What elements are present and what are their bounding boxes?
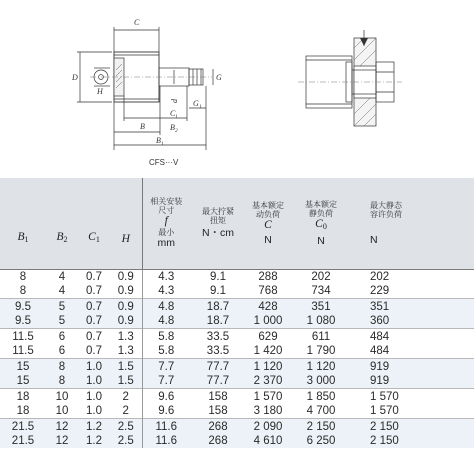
table-cell: 0.7 — [78, 329, 110, 345]
table-cell: 1.0 — [78, 389, 110, 405]
table-cell: 0.7 — [86, 285, 102, 297]
table-cell: 8 — [46, 374, 78, 389]
dim-label-b: B — [140, 122, 145, 131]
table-cell: 77.7 — [190, 359, 246, 375]
header-b2: $B_2$ — [46, 178, 78, 270]
table-cell: 5 — [46, 314, 78, 329]
header-b1: $B_1$ — [0, 178, 46, 270]
table-cell: 11.6 — [142, 419, 190, 435]
table-cell: 4 — [58, 285, 66, 297]
table-cell: 288 — [258, 271, 278, 283]
table-row — [0, 270, 474, 285]
table-cell: 11.6 — [142, 434, 190, 448]
table-cell: 1.3 — [117, 345, 134, 357]
table-cell: 33.5 — [190, 329, 246, 345]
header-max-static-allowable: 最大静态 容许负荷 N — [352, 178, 474, 270]
table-cell: 4.3 — [142, 284, 190, 299]
table-cell: 1.0 — [78, 374, 110, 389]
header-h: H — [110, 178, 142, 270]
table-cell: 2 — [122, 405, 129, 417]
dim-label-b1: B — [156, 136, 161, 145]
table-cell: 229 — [370, 285, 390, 297]
table-cell: 21.5 — [0, 419, 46, 435]
table-cell: 0.7 — [86, 345, 102, 357]
table-row — [0, 299, 474, 315]
table-cell: 1.2 — [78, 434, 110, 448]
table-cell: 9.1 — [210, 285, 226, 297]
table-cell: 5 — [46, 299, 78, 315]
header-dynamic-load: 基本额定 动负荷 C N — [246, 178, 290, 270]
specification-table — [0, 178, 474, 448]
table-cell: 6 — [46, 329, 78, 345]
table-cell: 3 180 — [253, 405, 283, 417]
table-cell: 268 — [190, 419, 246, 435]
table-body — [0, 270, 474, 449]
table-cell: 2 150 — [352, 419, 474, 435]
table-cell: 919 — [352, 374, 474, 389]
header-max-torque: 最大拧紧 扭矩 N・cm — [190, 178, 246, 270]
table-cell: 158 — [208, 405, 228, 417]
dim-label-g: G — [216, 73, 222, 82]
table-cell: 351 — [290, 299, 352, 315]
table-cell: 1 120 — [246, 359, 290, 375]
table-cell: 33.5 — [206, 345, 230, 357]
table-cell: 2 090 — [246, 419, 290, 435]
table-cell: 1.5 — [110, 374, 142, 389]
table-cell: 9.1 — [210, 271, 226, 283]
table-cell: 202 — [370, 271, 390, 283]
table-cell: 10 — [46, 389, 78, 405]
table-row — [0, 284, 474, 299]
table-cell: 351 — [352, 299, 474, 315]
table-cell: 1.0 — [78, 359, 110, 375]
table-cell: 8 — [19, 271, 27, 283]
table-cell: 0.7 — [78, 299, 110, 315]
table-cell: 2.5 — [110, 434, 142, 448]
table-cell: 2.5 — [110, 419, 142, 435]
table-cell: 1 570 — [246, 389, 290, 405]
table-cell: 0.9 — [110, 314, 142, 329]
table-cell: 12 — [46, 434, 78, 448]
table-cell: 3 000 — [290, 374, 352, 389]
table-cell: 21.5 — [0, 434, 46, 448]
table-cell: 7.7 — [142, 359, 190, 375]
table-cell: 0.7 — [78, 314, 110, 329]
table-cell: 9.6 — [142, 389, 190, 405]
table-cell: 1 790 — [306, 345, 336, 357]
table-cell: 15 — [0, 374, 46, 389]
table-cell: 9.6 — [142, 404, 190, 419]
table-cell: 8 — [46, 359, 78, 375]
table-cell: 15 — [0, 359, 46, 375]
table-cell: 0.9 — [117, 285, 134, 297]
table-cell: 484 — [352, 329, 474, 345]
table-cell: 18 — [0, 389, 46, 405]
table-cell: 1 080 — [290, 314, 352, 329]
table-cell: 1.2 — [78, 419, 110, 435]
table-cell: 2 150 — [290, 419, 352, 435]
table-row — [0, 374, 474, 389]
table-cell: 202 — [311, 271, 331, 283]
table-cell: 5.8 — [142, 329, 190, 345]
table-cell: 0.9 — [117, 271, 134, 283]
table-header — [0, 178, 474, 270]
dim-label-c: C — [134, 18, 140, 27]
table-cell: 2 370 — [246, 374, 290, 389]
dim-sub-b1: 1 — [161, 141, 164, 147]
table-cell: 6 — [58, 345, 66, 357]
table-cell: 734 — [311, 285, 331, 297]
table-row — [0, 359, 474, 375]
table-cell: 4 — [58, 271, 66, 283]
table-row — [0, 434, 474, 448]
dim-sub-g1: 1 — [199, 104, 202, 110]
table-cell: 8 — [19, 285, 27, 297]
table-cell: 4 610 — [246, 434, 290, 448]
table-cell: 11.5 — [12, 345, 34, 357]
header-static-load: 基本额定 静负荷 $C_0$ N — [290, 178, 352, 270]
technical-drawing — [0, 0, 474, 178]
table-cell: 18.7 — [190, 299, 246, 315]
table-cell: 2 150 — [352, 434, 474, 448]
table-row — [0, 344, 474, 359]
dim-sub-b2: 2 — [175, 128, 178, 134]
table-row — [0, 329, 474, 345]
table-cell: 4.3 — [142, 270, 190, 285]
table-cell: 629 — [246, 329, 290, 345]
table-cell: 7.7 — [142, 374, 190, 389]
dim-label-d1: d — [170, 99, 179, 103]
table-row — [0, 419, 474, 435]
table-cell: 484 — [370, 345, 390, 357]
table-cell: 4.8 — [142, 299, 190, 315]
table-row — [0, 314, 474, 329]
table-cell: 360 — [352, 314, 474, 329]
table-cell: 10 — [55, 405, 69, 417]
table-cell: 18.7 — [190, 314, 246, 329]
table-cell: 1.5 — [110, 359, 142, 375]
dim-label-b2: B — [170, 123, 175, 132]
table-cell: 4 700 — [306, 405, 336, 417]
table-cell: 428 — [246, 299, 290, 315]
dim-label-g1: G — [193, 99, 199, 108]
header-mounting-size: 相关安装 尺寸 f 最小 mm — [142, 178, 190, 270]
diagram-caption: CFS···V — [149, 158, 179, 167]
installation-view — [298, 30, 402, 126]
table-cell: 77.7 — [190, 374, 246, 389]
table-row — [0, 389, 474, 405]
table-cell: 1.3 — [110, 329, 142, 345]
table-cell: 0.9 — [110, 299, 142, 315]
table-cell: 1 000 — [246, 314, 290, 329]
table-cell: 158 — [190, 389, 246, 405]
table-cell: 9.5 — [0, 299, 46, 315]
table-cell: 9.5 — [0, 314, 46, 329]
table-cell: 6 250 — [290, 434, 352, 448]
table-cell: 18 — [16, 405, 30, 417]
table-cell: 11.5 — [0, 329, 46, 345]
table-cell: 611 — [290, 329, 352, 345]
dim-label-c1: C — [170, 109, 176, 118]
table-cell: 1.0 — [86, 405, 102, 417]
table-cell: 768 — [258, 285, 278, 297]
table-cell: 0.7 — [86, 271, 102, 283]
table-cell: 919 — [352, 359, 474, 375]
table-cell: 4.8 — [142, 314, 190, 329]
table-cell: 1 420 — [253, 345, 283, 357]
table-cell: 1 570 — [352, 389, 474, 405]
table-cell: 2 — [110, 389, 142, 405]
table-cell: 1 570 — [370, 405, 399, 417]
header-c1: $C_1$ — [78, 178, 110, 270]
table-cell: 1 120 — [290, 359, 352, 375]
dimension-labels — [71, 18, 222, 147]
dim-sub-c1: 1 — [175, 114, 178, 120]
dim-label-h: H — [97, 87, 103, 96]
table-cell: 5.8 — [142, 344, 190, 359]
dim-label-d: D — [72, 73, 78, 82]
table-cell: 1 850 — [290, 389, 352, 405]
table-row — [0, 404, 474, 419]
table-cell: 268 — [190, 434, 246, 448]
table-cell: 12 — [46, 419, 78, 435]
